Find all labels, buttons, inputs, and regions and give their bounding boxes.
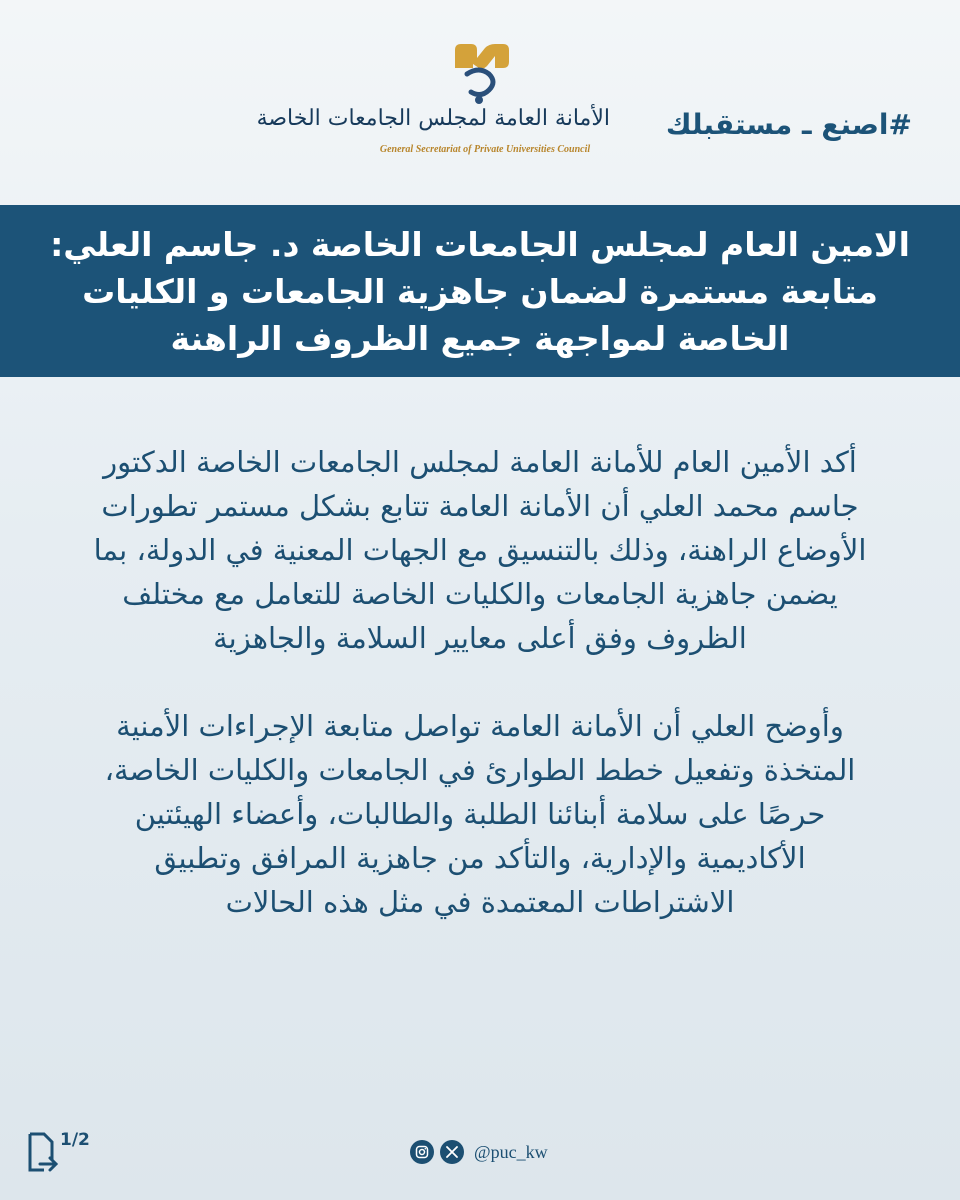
social-handle[interactable]: @puc_kw xyxy=(474,1141,548,1162)
article-body xyxy=(80,440,880,968)
next-page-icon xyxy=(26,1130,62,1174)
council-logo-icon xyxy=(445,40,515,106)
page-count: 1/2 xyxy=(60,1130,90,1150)
page-indicator xyxy=(26,1130,116,1174)
logo-arabic-name: الأمانة العامة لمجلس الجامعات الخاصة xyxy=(256,106,610,131)
logo-english-name: General Secretariat of Private Universities Council xyxy=(379,144,591,155)
hashtag-title: #اصنع ـ مستقبلك xyxy=(665,108,912,141)
council-logo xyxy=(256,40,610,170)
headline: الامين العام لمجلس الجامعات الخاصة د. جاسم العلي: متابعة مستمرة لضمان جاهزية الجامعات و الكليات الخاصة لمواجهة جميع الظروف الراهنة xyxy=(50,224,910,358)
social-links xyxy=(410,1138,548,1166)
body-paragraph-1: أكد الأمين العام للأمانة العامة لمجلس الجامعات الخاصة الدكتور جاسم محمد العلي أن الأمانة العامة تتابع بشكل مستمر تطورات الأوضاع الراهنة، وذلك بالتنسيق مع الجهات المعنية في الدولة، بما يضمن جاهزية الجامعات والكليات الخاصة للتعامل مع مختلف الظروف وفق أعلى معايير السلامة والجاهزية xyxy=(93,445,867,655)
x-icon[interactable] xyxy=(440,1140,464,1164)
body-paragraph-2: وأوضح العلي أن الأمانة العامة تواصل متابعة الإجراءات الأمنية المتخذة وتفعيل خطط الطوارئ في الجامعات والكليات الخاصة، حرصًا على سلامة أبنائنا الطلبة والطالبات، وأعضاء الهيئتين الأكاديمية والإدارية، والتأكد من جاهزية المرافق وتطبيق الاشتراطات المعتمدة في مثل هذه الحالات xyxy=(104,709,856,919)
instagram-icon[interactable] xyxy=(410,1140,434,1164)
headline-band xyxy=(0,205,960,377)
